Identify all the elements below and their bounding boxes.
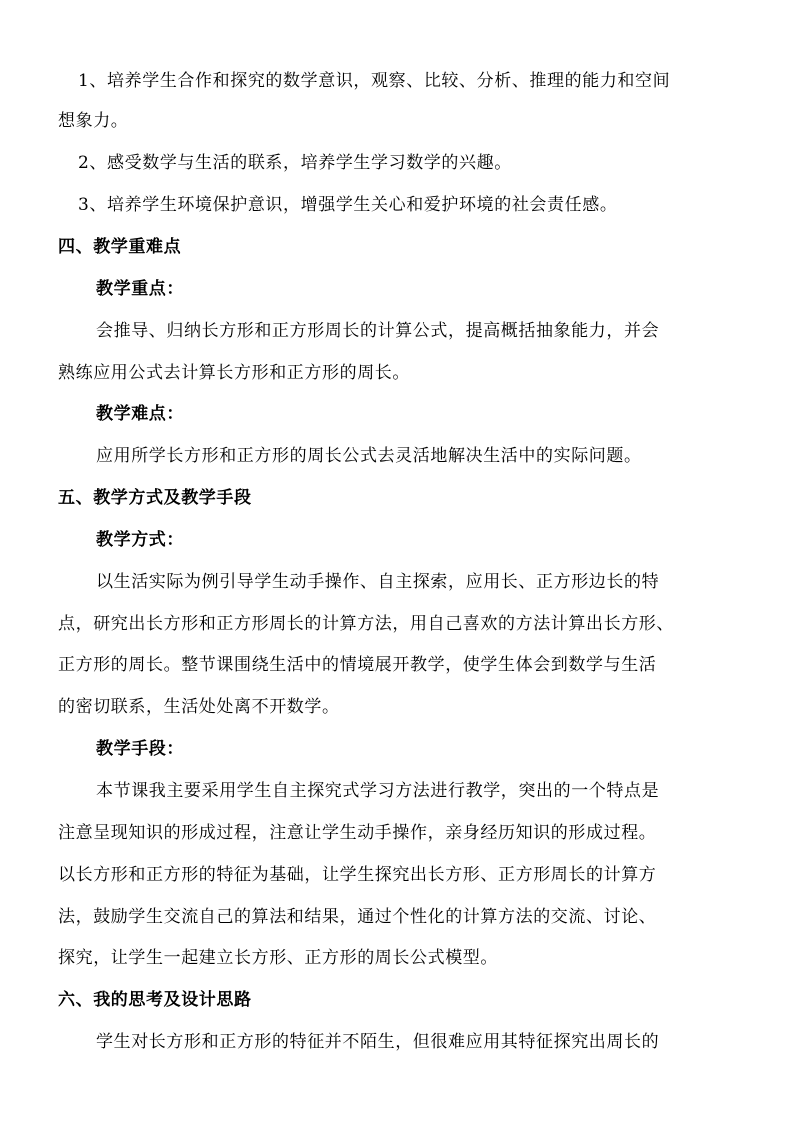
teaching-means-line-4: 法，鼓励学生交流自己的算法和结果，通过个性化的计算方法的交流、讨论、 bbox=[58, 907, 657, 927]
difficult-points-line-1: 应用所学长方形和正方形的周长公式去灵活地解决生活中的实际问题。 bbox=[96, 446, 642, 466]
section-heading-6: 六、我的思考及设计思路 bbox=[58, 990, 252, 1010]
teaching-method-line-4: 的密切联系，生活处处离不开数学。 bbox=[58, 697, 340, 717]
thinking-line-1: 学生对长方形和正方形的特征并不陌生，但很难应用其特征探究出周长的 bbox=[96, 1032, 660, 1052]
subheading-key-points: 教学重点： bbox=[96, 279, 184, 299]
section-heading-5: 五、教学方式及教学手段 bbox=[58, 488, 252, 508]
goal-1-line-2: 想象力。 bbox=[58, 111, 129, 131]
goal-2-line: 2、感受数学与生活的联系，培养学生学习数学的兴趣。 bbox=[78, 153, 512, 173]
teaching-means-line-3: 以长方形和正方形的特征为基础，让学生探究出长方形、正方形周长的计算方 bbox=[58, 865, 657, 885]
subheading-teaching-means: 教学手段： bbox=[96, 739, 184, 759]
section-heading-4: 四、教学重难点 bbox=[58, 237, 182, 257]
goal-3-line: 3、培养学生环境保护意识，增强学生关心和爱护环境的社会责任感。 bbox=[78, 195, 618, 215]
teaching-method-line-3: 正方形的周长。整节课围绕生活中的情境展开教学，使学生体会到数学与生活 bbox=[58, 655, 657, 675]
teaching-means-line-1: 本节课我主要采用学生自主探究式学习方法进行教学，突出的一个特点是 bbox=[96, 781, 660, 801]
teaching-means-line-5: 探究，让学生一起建立长方形、正方形的周长公式模型。 bbox=[58, 948, 498, 968]
subheading-teaching-method: 教学方式： bbox=[96, 530, 184, 550]
teaching-method-line-1: 以生活实际为例引导学生动手操作、自主探索，应用长、正方形边长的特 bbox=[96, 572, 660, 592]
key-points-line-2: 熟练应用公式去计算长方形和正方形的周长。 bbox=[58, 363, 410, 383]
teaching-method-line-2: 点，研究出长方形和正方形周长的计算方法，用自己喜欢的方法计算出长方形、 bbox=[58, 614, 674, 634]
goal-1-line-1: 1、培养学生合作和探究的数学意识，观察、比较、分析、推理的能力和空间 bbox=[78, 71, 671, 91]
subheading-difficult-points: 教学难点： bbox=[96, 404, 184, 424]
teaching-means-line-2: 注意呈现知识的形成过程，注意让学生动手操作，亲身经历知识的形成过程。 bbox=[58, 823, 657, 843]
key-points-line-1: 会推导、归纳长方形和正方形周长的计算公式，提高概括抽象能力，并会 bbox=[96, 321, 660, 341]
